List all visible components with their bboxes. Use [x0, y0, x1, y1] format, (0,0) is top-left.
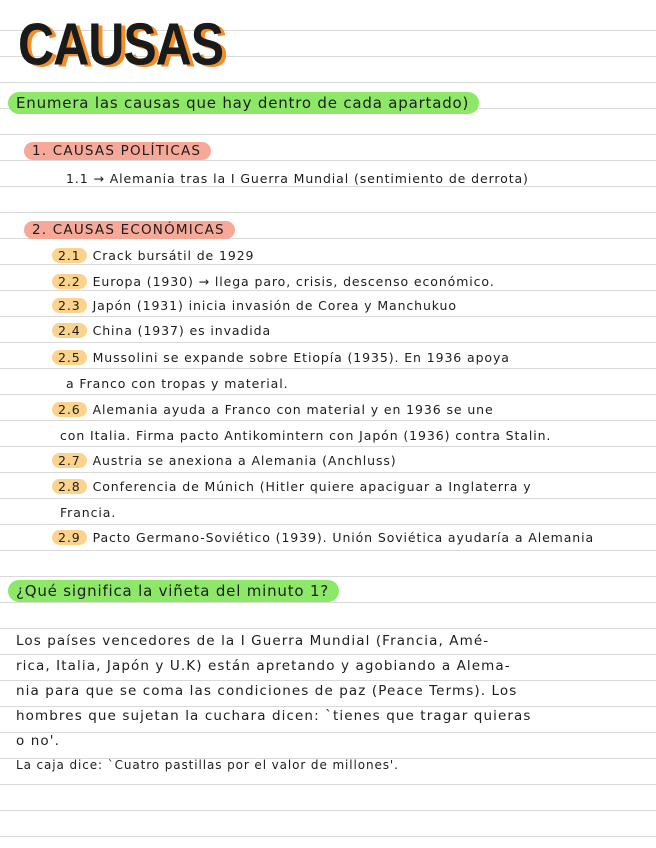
- item-text: Austria se anexiona a Alemania (Anchluss): [92, 453, 397, 468]
- item-number: 2.9: [52, 530, 87, 545]
- section2-item: [52, 298, 457, 313]
- item-number: 2.2: [52, 274, 87, 289]
- section1-item: [66, 171, 529, 186]
- section2-item: [52, 350, 510, 365]
- page-title: CAUSAS: [18, 11, 224, 78]
- item-text: Mussolini se expande sobre Etiopía (1935). En 1936 apoya: [92, 350, 510, 365]
- item-number: 2.4: [52, 323, 87, 338]
- item-text: → Alemania tras la I Guerra Mundial (sentimiento de derrota): [93, 171, 529, 186]
- section2-item: [52, 323, 271, 338]
- section2-item: [52, 479, 532, 494]
- item-number: 2.1: [52, 248, 87, 263]
- answer-line: o no'.: [16, 733, 60, 749]
- item-text: Japón (1931) inicia invasión de Corea y Manchukuo: [92, 298, 457, 313]
- item-text: Europa (1930) → llega paro, crisis, descenso económico.: [92, 274, 495, 289]
- section2-item-continuation: con Italia. Firma pacto Antikomintern con Japón (1936) contra Stalin.: [60, 428, 552, 443]
- answer-line: hombres que sujetan la cuchara dicen: `tienes que tragar quieras: [16, 708, 532, 724]
- section1-heading: 1. CAUSAS POLÍTICAS: [24, 142, 211, 160]
- item-number: 2.7: [52, 453, 87, 468]
- instruction-text: Enumera las causas que hay dentro de cada apartado): [8, 92, 479, 114]
- section2-item-continuation: Francia.: [60, 505, 117, 520]
- answer-line: Los países vencedores de la I Guerra Mundial (Francia, Amé-: [16, 633, 490, 649]
- answer-line: rica, Italia, Japón y U.K) están apretando y agobiando a Alema-: [16, 658, 511, 674]
- item-number: 2.6: [52, 402, 87, 417]
- section2-item: [52, 248, 254, 263]
- section2-item: [52, 274, 495, 289]
- answer-line: nia para que se coma las condiciones de paz (Peace Terms). Los: [16, 683, 518, 699]
- item-number: 2.8: [52, 479, 87, 494]
- section2-heading: 2. CAUSAS ECONÓMICAS: [24, 221, 235, 239]
- question-heading: ¿Qué significa la viñeta del minuto 1?: [8, 580, 339, 602]
- answer-last-line: La caja dice: `Cuatro pastillas por el valor de millones'.: [16, 758, 399, 772]
- item-number: 2.3: [52, 298, 87, 313]
- section2-item: [52, 530, 594, 545]
- item-number: 2.5: [52, 350, 87, 365]
- section2-item: [52, 453, 397, 468]
- item-text: Alemania ayuda a Franco con material y en 1936 se une: [92, 402, 494, 417]
- section2-item-continuation: a Franco con tropas y material.: [66, 376, 289, 391]
- item-text: China (1937) es invadida: [92, 323, 272, 338]
- item-text: Conferencia de Múnich (Hitler quiere apaciguar a Inglaterra y: [92, 479, 532, 494]
- item-text: Pacto Germano-Soviético (1939). Unión Soviética ayudaría a Alemania: [92, 530, 595, 545]
- item-text: Crack bursátil de 1929: [92, 248, 255, 263]
- item-number: 1.1: [66, 171, 89, 186]
- section2-item: [52, 402, 494, 417]
